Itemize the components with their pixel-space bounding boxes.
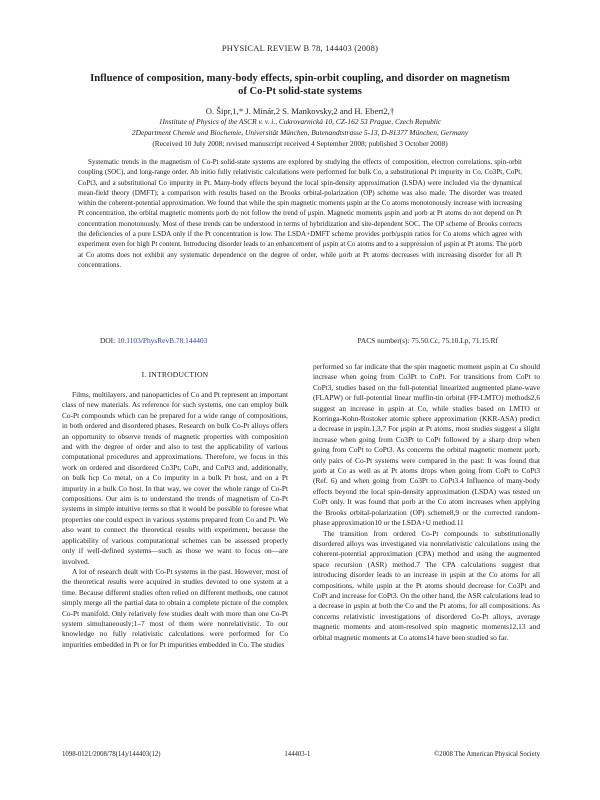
intro-paragraph-3: performed so far indicate that the spin magnetic moment μspin at Co should increase when going from Co3Pt to CoPt. For transitions from CoPt to CoPt3, studies based on the full-potential linearized augmented plane-wave (FLAPW) or full-potential linear muffin-tin orbital (FP-LMTO) methods2,6 suggest an increase in μspin at Co, while studies based on LMTO or Korringa-Kohn-Rostoker atomic sphere approximation (KKR-ASA) predict a decrease in μspin.1,3,7 For μspin at Pt atoms, most studies suggest a slight increase when going from Co3Pt to CoPt followed by a sharp drop when going from CoPt to CoPt3. As concerns the orbital magnetic moment μorb, only pairs of Co-Pt systems were compared in the past: It was found that μorb at Co as well as at Pt atoms drops when going from CoPt to CoPt3 (Ref. 6) and when going from Co3Pt to CoPt3.4 Influence of many-body effects beyond the local spin-density approximation (LSDA) was tested on CoPt only. It was found that μorb at the Co atom increases when applying the Brooks orbital-polarization (OP) scheme8,9 or the corrected random-phase approximation10 or the LSDA+U method.11: [313, 362, 540, 528]
intro-paragraph-2: A lot of research dealt with Co-Pt systems in the past. However, most of the theoretical results were acquired in studies devoted to one system at a time. Because different studies often relied on different methods, one cannot simply merge all the partial data to obtain a complete picture of the complex Co-Pt manifold. Only relatively few studies dealt with more than one Co-Pt system simultaneously;1–7 most of them were nonrelativistic. To our knowledge no fully relativistic calculations were performed for Co impurities embedded in Pt or for Pt impurities embedded in Co. The studies: [62, 566, 288, 649]
right-column: [313, 362, 540, 643]
intro-paragraph-1: Films, multilayers, and nanoparticles of Co and Pt represent an important class of new materials. As reference for such systems, one can employ bulk Co-Pt compounds which can be prepared for a wide range of compositions, in both ordered and disordered phases. Research on bulk Co-Pt alloys offers an opportunity to observe trends of magnetic properties with composition and with the degree of order and also to test the applicability of various computational procedures and approximations. Therefore, we focus in this work on ordered and disordered Co3Pt, CoPt, and CoPt3 and, additionally, on bulk hcp Co metal, on a Co impurity in a bulk Pt host, and on a Pt impurity in a bulk Co host. In that way, we cover the whole range of Co-Pt compositions. Our aim is to understand the trends of magnetism of Co-Pt systems in simple intuitive terms so that it would be possible to foresee what properties one could expect in various systems prepared from Co and Pt. We also want to connect the theoretical results with experiment, because the applicability of various computational schemes can be assessed properly only if well-defined systems—such as those we want to focus on—are involved.: [62, 390, 288, 566]
pacs-numbers: PACS number(s): 75.50.Cc, 75.10.Lp, 71.15.Rf: [357, 336, 498, 345]
doi-label: DOI:: [100, 336, 116, 345]
article-title: [60, 72, 540, 98]
footer-issn: 1098-0121/2008/78(14)/144403(12): [62, 751, 161, 758]
title-line-2: of Co-Pt solid-state systems: [238, 86, 362, 97]
affiliation-1: 1Institute of Physics of the ASCR v. v. i., Cukrovarnická 10, CZ-162 53 Prague, Czech Republic: [158, 117, 442, 126]
section-heading-introduction: I. INTRODUCTION: [141, 370, 209, 379]
doi-link[interactable]: 10.1103/PhysRevB.78.144403: [117, 336, 208, 345]
abstract: Systematic trends in the magnetism of Co-Pt solid-state systems are explored by studying the effects of composition, electron correlations, spin-orbit coupling (SOC), and long-range order. Ab initio fully relativistic calculations were performed for bulk Co, a substitutional Pt impurity in Co, Co3Pt, CoPt, CoPt3, and a substitutional Co impurity in Pt. Many-body effects beyond the local spin-density approximation (LSDA) were included via the dynamical mean-field theory (DMFT); a comparison with results based on the Brooks orbital-polarization (OP) scheme was also made. The disorder was treated within the coherent-potential approximation. We found that while the spin magnetic moments μspin at the Co atoms monotonously increase with increasing Pt concentration, the orbital magnetic moments μorb do not follow the trend of μspin. Magnetic moments μspin and μorb at Pt atoms do not depend on Pt concentration monotonously. Most of these trends can be understood in terms of hybridization and site-dependent SOC. The OP scheme of Brooks corrects the deficiencies of a pure LSDA only if the Pt concentration is low. The LSDA+DMFT scheme provides μorb/μspin ratios for Co atoms which agree with experiment even for high Pt content. Introducing disorder leads to an enhancement of μspin at Co atoms and to a suppression of μspin at Pt atoms. The μorb at Co atoms does not exhibit any systematic dependence on the degree of order, while μorb at Pt atoms decreases with increasing disorder for all Pt concentrations.: [78, 158, 522, 269]
author-list: O. Šipr,1,* J. Minár,2 S. Mankovsky,2 and H. Ebert2,†: [205, 106, 395, 116]
page-footer: [62, 751, 540, 758]
received-dates: (Received 10 July 2008; revised manuscript received 4 September 2008; published 3 October 2008): [152, 139, 448, 148]
left-column: [62, 390, 288, 650]
title-line-1: Influence of composition, many-body effects, spin-orbit coupling, and disorder on magnetism: [90, 73, 510, 84]
footer-copyright: ©2008 The American Physical Society: [434, 751, 540, 758]
intro-paragraph-4: The transition from ordered Co-Pt compounds to substitutionally disordered alloys was investigated via nonrelativistic calculations using the coherent-potential approximation (CPA) method and using the augmented space recursion (ASR) method.7 The CPA calculations suggest that introducing disorder leads to an increase in μspin at the Co atoms for all compositions, while μspin at the Pt atoms should decrease for Co3Pt and CoPt and increase for CoPt3. On the other hand, the ASR calculations lead to a decrease in μspin at both the Co and the Pt atoms, for all compositions. As concerns relativistic investigations of disordered Co-Pt alloys, average magnetic moments and atom-resolved spin magnetic moments12,13 and orbital magnetic moments at Co atoms14 have been studied so far.: [313, 528, 540, 642]
footer-page-number: 144403-1: [284, 751, 311, 758]
affiliation-2: 2Department Chemie und Biochemie, Universität München, Butenandtstrasse 5-13, D-81377 München, Germany: [131, 128, 469, 137]
doi: [100, 336, 207, 345]
doi-pacs-row: [100, 336, 498, 345]
running-head: PHYSICAL REVIEW B 78, 144403 (2008): [221, 43, 379, 53]
